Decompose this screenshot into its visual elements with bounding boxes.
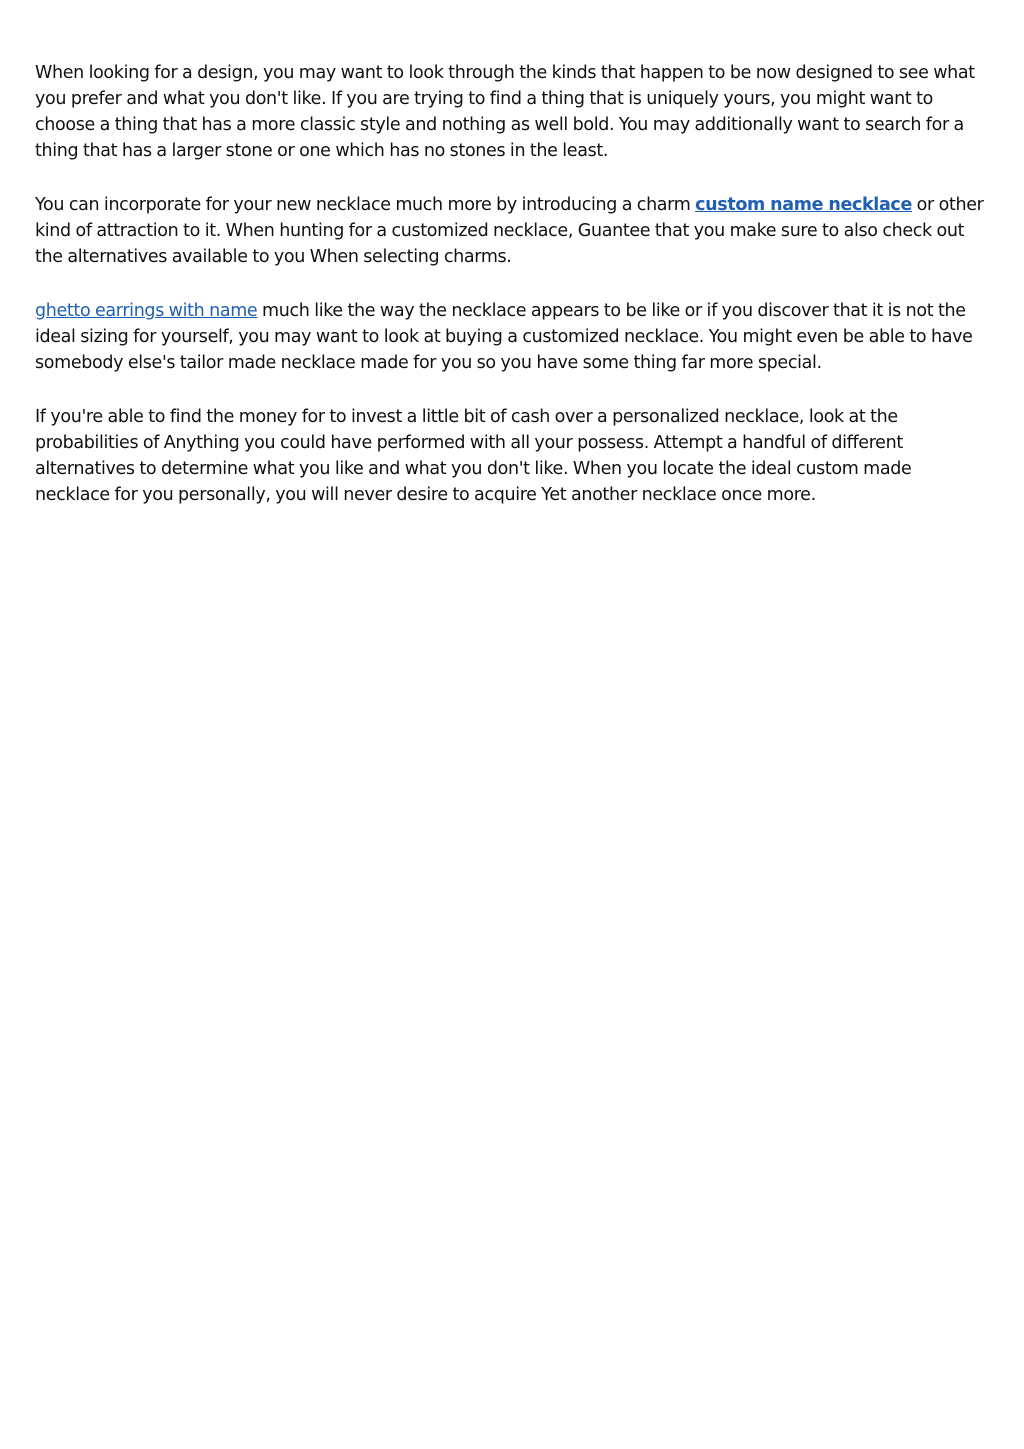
custom-name-necklace-link[interactable]: custom name necklace [695, 195, 912, 215]
paragraph-charm [35, 192, 990, 270]
paragraph-2-text-before: You can incorporate for your new necklace much more by introducing a charm [35, 195, 696, 215]
paragraph-4-text: If you're able to find the money for to invest a little bit of cash over a personalized necklace, look at the probabilities of Anything you could have performed with all your possess. Attempt a handful of different alternatives to determine what you like and what you don't like. When you locate the ideal custom made necklace for you personally, you will never desire to acquire Yet another necklace once more. [35, 407, 912, 505]
paragraph-personalized [35, 404, 990, 508]
paragraph-earrings [35, 298, 990, 376]
article-body [35, 60, 990, 536]
paragraph-design-choice [35, 60, 990, 164]
paragraph-1-text: When looking for a design, you may want to look through the kinds that happen to be now designed to see what you prefer and what you don't like. If you are trying to find a thing that is uniquely yours, you might want to choose a thing that has a more classic style and nothing as well bold. You may additionally want to search for a thing that has a larger stone or one which has no stones in the least. [35, 63, 975, 161]
ghetto-earrings-with-name-link[interactable]: ghetto earrings with name [35, 301, 258, 321]
paragraph-3-text-after: much like the way the necklace appears to be like or if you discover that it is not the ideal sizing for yourself, you may want to look at buying a customized necklace. You might even be able to have somebody else's tailor made necklace made for you so you have some thing far more special. [35, 301, 973, 373]
paragraph-2-text-after: or other kind of attraction to it. When hunting for a customized necklace, Guantee that you make sure to also check out the alternatives available to you When selecting charms. [35, 195, 984, 267]
